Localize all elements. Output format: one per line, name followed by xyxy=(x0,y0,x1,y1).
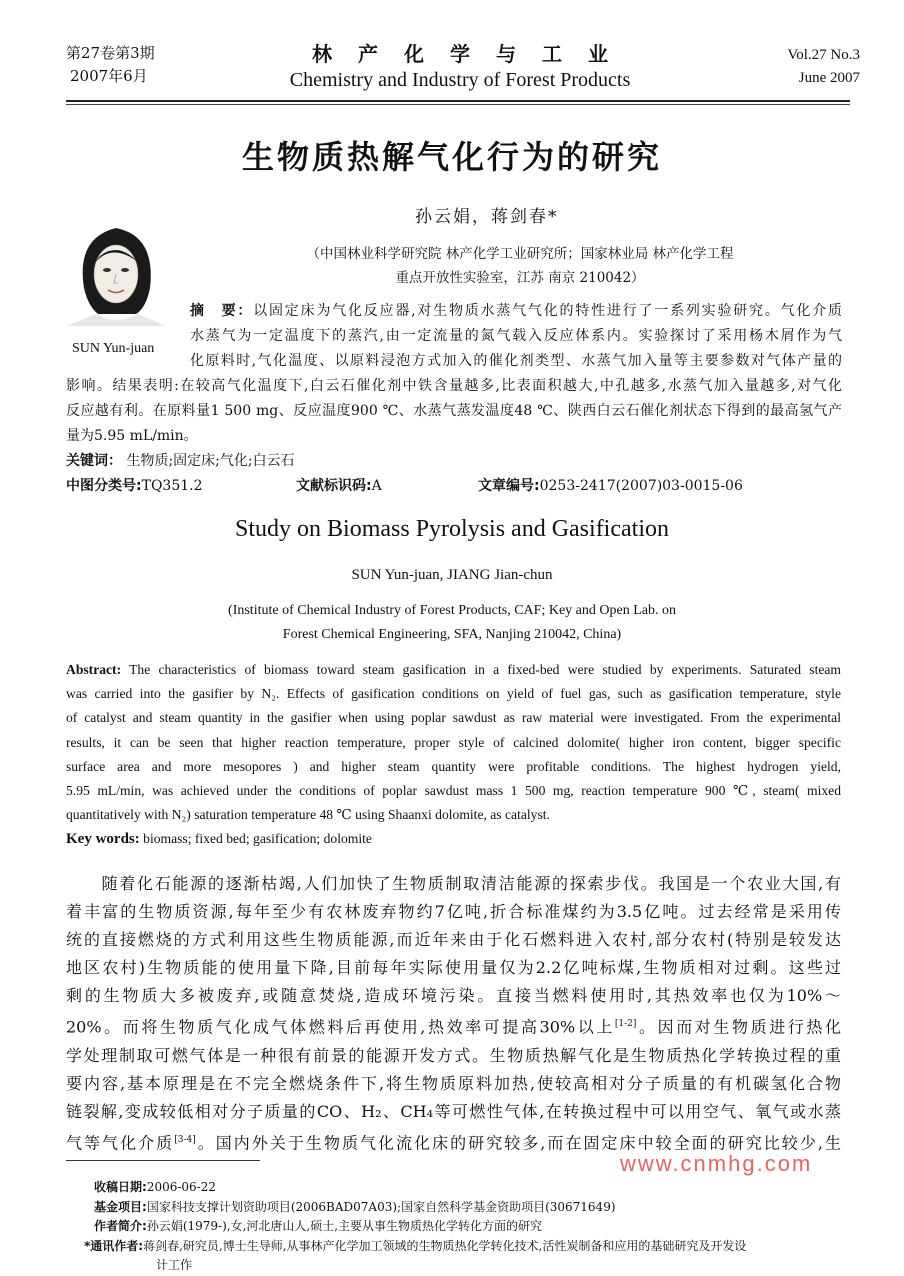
keywords-cn-value: 生物质;固定床;气化;白云石 xyxy=(126,453,295,469)
issue-date-cn: 2007年6月 xyxy=(70,67,148,85)
authors-en: SUN Yun-juan, JIANG Jian-chun xyxy=(351,567,553,583)
footnote-value: 蒋剑春,研究员,博士生导师,从事林产化学加工领域的生物质热化学转化技术,活性炭制备和应用的基础研究及开发设 xyxy=(143,1238,747,1253)
article-number-label: 文章编号: xyxy=(478,478,540,494)
abstract-en-line: 5.95 mL/min, was achieved under the conditions of poplar sawdust mass 1 500 mg, reaction temperature 900 ℃, steam( mixed xyxy=(66,783,841,799)
footnote xyxy=(84,1237,854,1257)
footnote-label: 收稿日期: xyxy=(94,1180,147,1194)
affiliation-cn xyxy=(270,242,770,290)
abstract-en-line: of catalyst and steam quantity in the gasifier when using poplar sawdust as raw material were investigated. From the experimental xyxy=(66,710,841,726)
footnote-value: 计工作 xyxy=(156,1258,193,1272)
body-line xyxy=(66,1098,841,1126)
classification-row xyxy=(66,474,842,499)
body-text-segment: 着丰富的生物质资源,每年至少有农林废弃物约7亿吨,折合标准煤约为3.5亿吨。过去经常是采用传 xyxy=(66,902,841,922)
body-text-segment: 链裂解,变成较低相对分子质量的CO、H₂、CH₄等可燃性气体,在转换过程中可以用空气、氧气或水蒸 xyxy=(66,1102,841,1122)
abstract-cn-full xyxy=(66,374,842,499)
abstract-en-text: The characteristics of biomass toward steam gasification in a fixed-bed were studied by experiments. Saturated steam xyxy=(129,662,841,677)
citation-ref: [1-2] xyxy=(614,1019,637,1030)
abstract-cn-line: 反应越有利。在原料量1 500 mg、反应温度900 ℃、水蒸气蒸发温度48 ℃、陕西白云石催化剂状态下得到的最高氢气产 xyxy=(66,403,842,419)
body-text-segment: 。国内外关于生物质气化流化床的研究较多,而在固定床中较全面的研究比较少,生 xyxy=(195,1133,841,1153)
volume-en: Vol.27 No.3 xyxy=(787,47,860,63)
body-text-segment: 气等气化介质 xyxy=(66,1133,175,1153)
keywords-en-label: Key words: xyxy=(66,831,140,848)
issue-date-en: June 2007 xyxy=(798,70,860,86)
abstract-cn-line: 影响。结果表明:在较高气化温度下,白云石催化剂中铁含量越多,比表面积越大,中孔越多,水蒸气加入量越多,对气化 xyxy=(66,378,842,394)
doc-code xyxy=(296,474,382,499)
body-text-segment: 统的直接燃烧的方式利用这些生物质能源,而近年来由于化石燃料进入农村,部分农村(特别是较发达 xyxy=(66,930,841,950)
body-line xyxy=(66,1042,841,1070)
journal-title-en: Chemistry and Industry of Forest Products xyxy=(289,69,631,91)
affiliation-en-line: Forest Chemical Engineering, SFA, Nanjing 210042, China) xyxy=(282,627,622,642)
header-rule xyxy=(66,100,850,102)
body-text-segment: 20%。而将生物质气化成气体燃料后再使用,热效率可提高30%以上 xyxy=(66,1017,615,1037)
abstract-en-line: quantitatively with N₂) saturation temperature 48 ℃ using Shaanxi dolomite, as catalyst. xyxy=(66,807,550,823)
abstract-cn-label: 摘 要： xyxy=(190,303,254,319)
footnote-label: 作者简介: xyxy=(94,1219,147,1233)
footnote xyxy=(94,1198,854,1218)
abstract-en-label: Abstract: xyxy=(66,662,122,677)
issue-info-cn xyxy=(66,42,155,88)
footnote-value: 2006-06-22 xyxy=(146,1180,216,1194)
abstract-cn-line: 水蒸气为一定温度下的蒸汽,由一定流量的氮气载入反应体系内。实验探讨了采用杨木屑作为气 xyxy=(190,328,842,344)
abstract-cn-line xyxy=(190,299,842,324)
header-rule-thin xyxy=(66,104,850,105)
affiliation-en xyxy=(0,599,904,647)
affiliation-line: 重点开放性实验室，江苏 南京 210042） xyxy=(395,270,645,286)
body-text-segment: 学处理制取可燃气体是一种很有前景的能源开发方式。生物质热解气化是生物质热化学转换过程的重 xyxy=(66,1045,841,1065)
body-line xyxy=(66,954,841,982)
keywords-cn xyxy=(66,449,842,474)
footnote xyxy=(94,1217,854,1237)
body-text-segment: 地区农村)生物质能的使用量下降,目前每年实际使用量仅为2.2亿吨标煤,生物质相对过剩。这些过 xyxy=(66,958,841,978)
keywords-cn-label: 关键词： xyxy=(66,453,122,469)
photo-caption: SUN Yun-juan xyxy=(72,341,155,356)
body-line xyxy=(66,870,841,898)
abstract-cn-line: 量为5.95 mL/min。 xyxy=(66,428,198,444)
doc-code-value: A xyxy=(371,478,382,494)
footnote-label: 基金项目: xyxy=(94,1199,147,1214)
affiliation-en-line: (Institute of Chemical Industry of Forest Products, CAF; Key and Open Lab. on xyxy=(228,603,676,618)
keywords-en-value: biomass; fixed bed; gasification; dolomite xyxy=(143,831,372,847)
watermark: www.cnmhg.com xyxy=(620,1151,813,1176)
body-line xyxy=(66,1010,841,1041)
keywords-en xyxy=(66,827,841,851)
footnote-rule xyxy=(66,1160,260,1161)
body-line xyxy=(66,926,841,954)
abstract-en-line: surface area and more mesopores ) and higher steam quantity were profitable conditions. The highest hydrogen yield, xyxy=(66,758,841,774)
body-line xyxy=(66,898,841,926)
abstract-cn-indented xyxy=(190,299,842,374)
journal-title-cn: 林产化学与工业 xyxy=(312,42,634,66)
body-line xyxy=(66,982,841,1010)
journal-title xyxy=(250,38,670,92)
body-text xyxy=(66,870,841,1158)
footnote-value: 孙云娟(1979-),女,河北唐山人,硕士,主要从事生物质热化学转化方面的研究 xyxy=(146,1219,543,1233)
classification-label: 中图分类号: xyxy=(66,478,142,494)
classification-value: TQ351.2 xyxy=(141,478,203,494)
abstract-cn-text: 以固定床为气化反应器,对生物质水蒸气气化的特性进行了一系列实验研究。气化介质 xyxy=(253,303,842,319)
footnote-value: 国家科技支撑计划资助项目(2006BAD07A03);国家自然科学基金资助项目(30671649) xyxy=(146,1199,616,1214)
article-number xyxy=(478,474,743,499)
doc-code-label: 文献标识码: xyxy=(296,478,372,494)
footnote xyxy=(94,1256,854,1276)
footnotes xyxy=(84,1178,854,1276)
body-line xyxy=(66,1070,841,1098)
body-text-segment: 要内容,基本原理是在不完全燃烧条件下,将生物质原料加热,使较高相对分子质量的有机碳氢化合物 xyxy=(66,1073,841,1093)
footnote xyxy=(94,1178,854,1198)
paper-title-cn: 生物质热解气化行为的研究 xyxy=(241,138,662,176)
article-number-value: 0253-2417(2007)03-0015-06 xyxy=(539,478,743,494)
abstract-en-line: was carried into the gasifier by N₂. Effects of gasification conditions on yield of fuel gas, such as gasification temperature, style xyxy=(66,686,841,702)
body-text-segment: 剩的生物质大多被废弃,或随意焚烧,造成环境污染。直接当燃料使用时,其热效率也仅为10%～ xyxy=(66,986,841,1006)
abstract-cn-line: 化原料时,气化温度、以原料浸泡方式加入的催化剂类型、水蒸气加入量等主要参数对气体产量的 xyxy=(190,353,842,369)
authors-cn: 孙云娟，蒋剑春* xyxy=(415,207,559,227)
abstract-en-line: results, it can be seen that higher reaction temperature, proper style of calcined dolomite( higher iron content, bigger specific xyxy=(66,734,841,750)
citation-ref: [3-4] xyxy=(174,1135,196,1146)
body-text-segment: 。因而对生物质进行热化 xyxy=(636,1017,841,1037)
affiliation-line: （中国林业科学研究院 林产化学工业研究所；国家林业局 林产化学工程 xyxy=(306,246,734,262)
author-photo xyxy=(66,218,166,326)
classification xyxy=(66,474,203,499)
paper-title-en: Study on Biomass Pyrolysis and Gasification xyxy=(235,516,669,542)
footnote-label: *通讯作者: xyxy=(84,1238,144,1253)
body-text-segment: 随着化石能源的逐渐枯竭,人们加快了生物质制取清洁能源的探索步伐。我国是一个农业大国,有 xyxy=(66,874,841,893)
issue-number-cn: 第27卷第3期 xyxy=(66,44,155,62)
abstract-en-line xyxy=(66,658,841,682)
abstract-en xyxy=(66,658,841,852)
issue-info-en xyxy=(787,44,860,90)
